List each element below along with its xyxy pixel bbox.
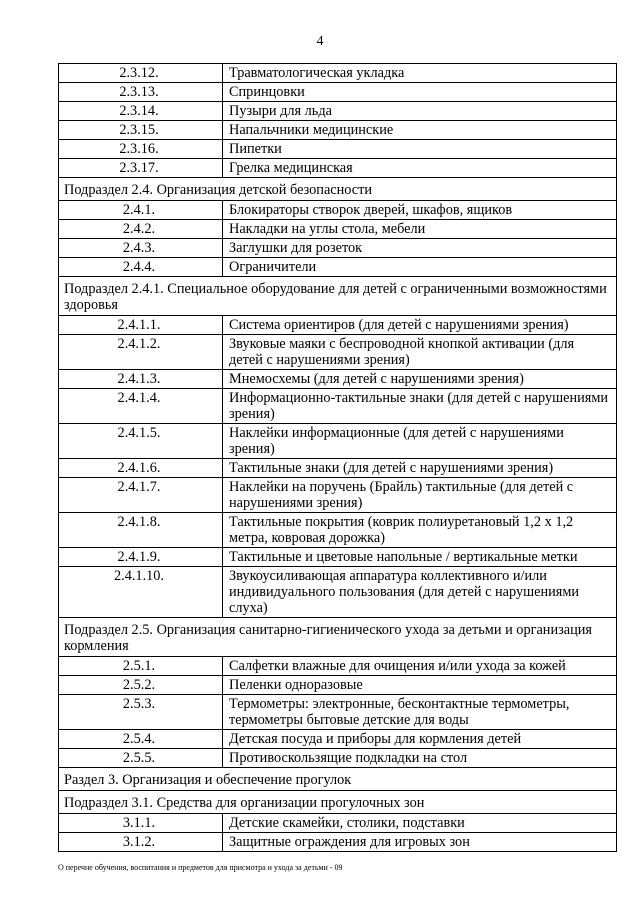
table-row — [59, 316, 617, 335]
table-row — [59, 424, 617, 459]
section-heading: Подраздел 2.5. Организация санитарно-гигиенического ухода за детьми и организация кормления — [59, 618, 617, 657]
item-number: 2.3.14. — [59, 102, 223, 121]
item-number: 2.4.1.4. — [59, 389, 223, 424]
item-text: Защитные ограждения для игровых зон — [223, 833, 617, 852]
section-heading: Подраздел 2.4. Организация детской безопасности — [59, 178, 617, 201]
item-number: 2.5.2. — [59, 676, 223, 695]
item-number: 2.4.1.7. — [59, 478, 223, 513]
table-row — [59, 749, 617, 768]
section-heading: Подраздел 3.1. Средства для организации прогулочных зон — [59, 791, 617, 814]
item-text: Информационно-тактильные знаки (для детей с нарушениями зрения) — [223, 389, 617, 424]
item-text: Травматологическая укладка — [223, 64, 617, 83]
table-row — [59, 833, 617, 852]
item-text: Пузыри для льда — [223, 102, 617, 121]
item-number: 2.3.16. — [59, 140, 223, 159]
table-row — [59, 140, 617, 159]
section-heading-row — [59, 178, 617, 201]
item-text: Ограничители — [223, 258, 617, 277]
item-number: 2.4.1.10. — [59, 567, 223, 618]
item-number: 2.4.4. — [59, 258, 223, 277]
table-row — [59, 567, 617, 618]
item-text: Накладки на углы стола, мебели — [223, 220, 617, 239]
item-number: 2.4.1.9. — [59, 548, 223, 567]
section-heading-row — [59, 618, 617, 657]
item-text: Тактильные и цветовые напольные / вертикальные метки — [223, 548, 617, 567]
item-number: 2.4.1.8. — [59, 513, 223, 548]
table-row — [59, 201, 617, 220]
table-row — [59, 730, 617, 749]
section-heading-row — [59, 277, 617, 316]
table-row — [59, 676, 617, 695]
table-row — [59, 814, 617, 833]
item-text: Наклейки информационные (для детей с нарушениями зрения) — [223, 424, 617, 459]
item-text: Противоскользящие подкладки на стол — [223, 749, 617, 768]
item-text: Напальчники медицинские — [223, 121, 617, 140]
item-number: 2.5.3. — [59, 695, 223, 730]
footer-text: О перечне обучения, воспитания и предметов для присмотра и ухода за детьми - 09 — [58, 863, 343, 872]
item-number: 2.4.1. — [59, 201, 223, 220]
item-number: 2.5.4. — [59, 730, 223, 749]
table-row — [59, 657, 617, 676]
table-row — [59, 121, 617, 140]
item-number: 3.1.2. — [59, 833, 223, 852]
item-number: 2.3.15. — [59, 121, 223, 140]
item-number: 2.3.12. — [59, 64, 223, 83]
table-row — [59, 258, 617, 277]
item-text: Блокираторы створок дверей, шкафов, ящиков — [223, 201, 617, 220]
table-row — [59, 83, 617, 102]
table-row — [59, 335, 617, 370]
item-number: 2.3.13. — [59, 83, 223, 102]
item-text: Детские скамейки, столики, подставки — [223, 814, 617, 833]
item-number: 2.4.3. — [59, 239, 223, 258]
item-text: Наклейки на поручень (Брайль) тактильные (для детей с нарушениями зрения) — [223, 478, 617, 513]
table-row — [59, 389, 617, 424]
section-heading-row — [59, 791, 617, 814]
item-text: Пипетки — [223, 140, 617, 159]
item-text: Тактильные знаки (для детей с нарушениями зрения) — [223, 459, 617, 478]
table-row — [59, 64, 617, 83]
item-number: 2.3.17. — [59, 159, 223, 178]
table-row — [59, 239, 617, 258]
item-text: Детская посуда и приборы для кормления детей — [223, 730, 617, 749]
section-heading-row — [59, 768, 617, 791]
table-row — [59, 548, 617, 567]
item-text: Салфетки влажные для очищения и/или ухода за кожей — [223, 657, 617, 676]
items-table-body — [59, 64, 617, 852]
item-text: Тактильные покрытия (коврик полиуретановый 1,2 x 1,2 метра, ковровая дорожка) — [223, 513, 617, 548]
table-row — [59, 459, 617, 478]
section-heading: Раздел 3. Организация и обеспечение прогулок — [59, 768, 617, 791]
item-number: 2.4.1.6. — [59, 459, 223, 478]
item-number: 2.4.2. — [59, 220, 223, 239]
section-heading: Подраздел 2.4.1. Специальное оборудование для детей с ограниченными возможностями здоровья — [59, 277, 617, 316]
item-number: 2.4.1.2. — [59, 335, 223, 370]
item-text: Звукоусиливающая аппаратура коллективного и/или индивидуального пользования (для детей с нарушениями слуха) — [223, 567, 617, 618]
table-row — [59, 695, 617, 730]
page-number: 4 — [316, 34, 324, 49]
item-text: Грелка медицинская — [223, 159, 617, 178]
item-number: 2.4.1.1. — [59, 316, 223, 335]
table-row — [59, 220, 617, 239]
item-text: Пеленки одноразовые — [223, 676, 617, 695]
item-number: 2.5.5. — [59, 749, 223, 768]
item-text: Звуковые маяки с беспроводной кнопкой активации (для детей с нарушениями зрения) — [223, 335, 617, 370]
item-text: Термометры: электронные, бесконтактные термометры, термометры бытовые детские для воды — [223, 695, 617, 730]
item-text: Заглушки для розеток — [223, 239, 617, 258]
table-row — [59, 478, 617, 513]
table-row — [59, 159, 617, 178]
item-text: Система ориентиров (для детей с нарушениями зрения) — [223, 316, 617, 335]
item-number: 3.1.1. — [59, 814, 223, 833]
item-number: 2.5.1. — [59, 657, 223, 676]
item-number: 2.4.1.3. — [59, 370, 223, 389]
items-table — [58, 63, 617, 852]
table-row — [59, 370, 617, 389]
item-number: 2.4.1.5. — [59, 424, 223, 459]
item-text: Мнемосхемы (для детей с нарушениями зрения) — [223, 370, 617, 389]
item-text: Спринцовки — [223, 83, 617, 102]
table-row — [59, 513, 617, 548]
table-row — [59, 102, 617, 121]
